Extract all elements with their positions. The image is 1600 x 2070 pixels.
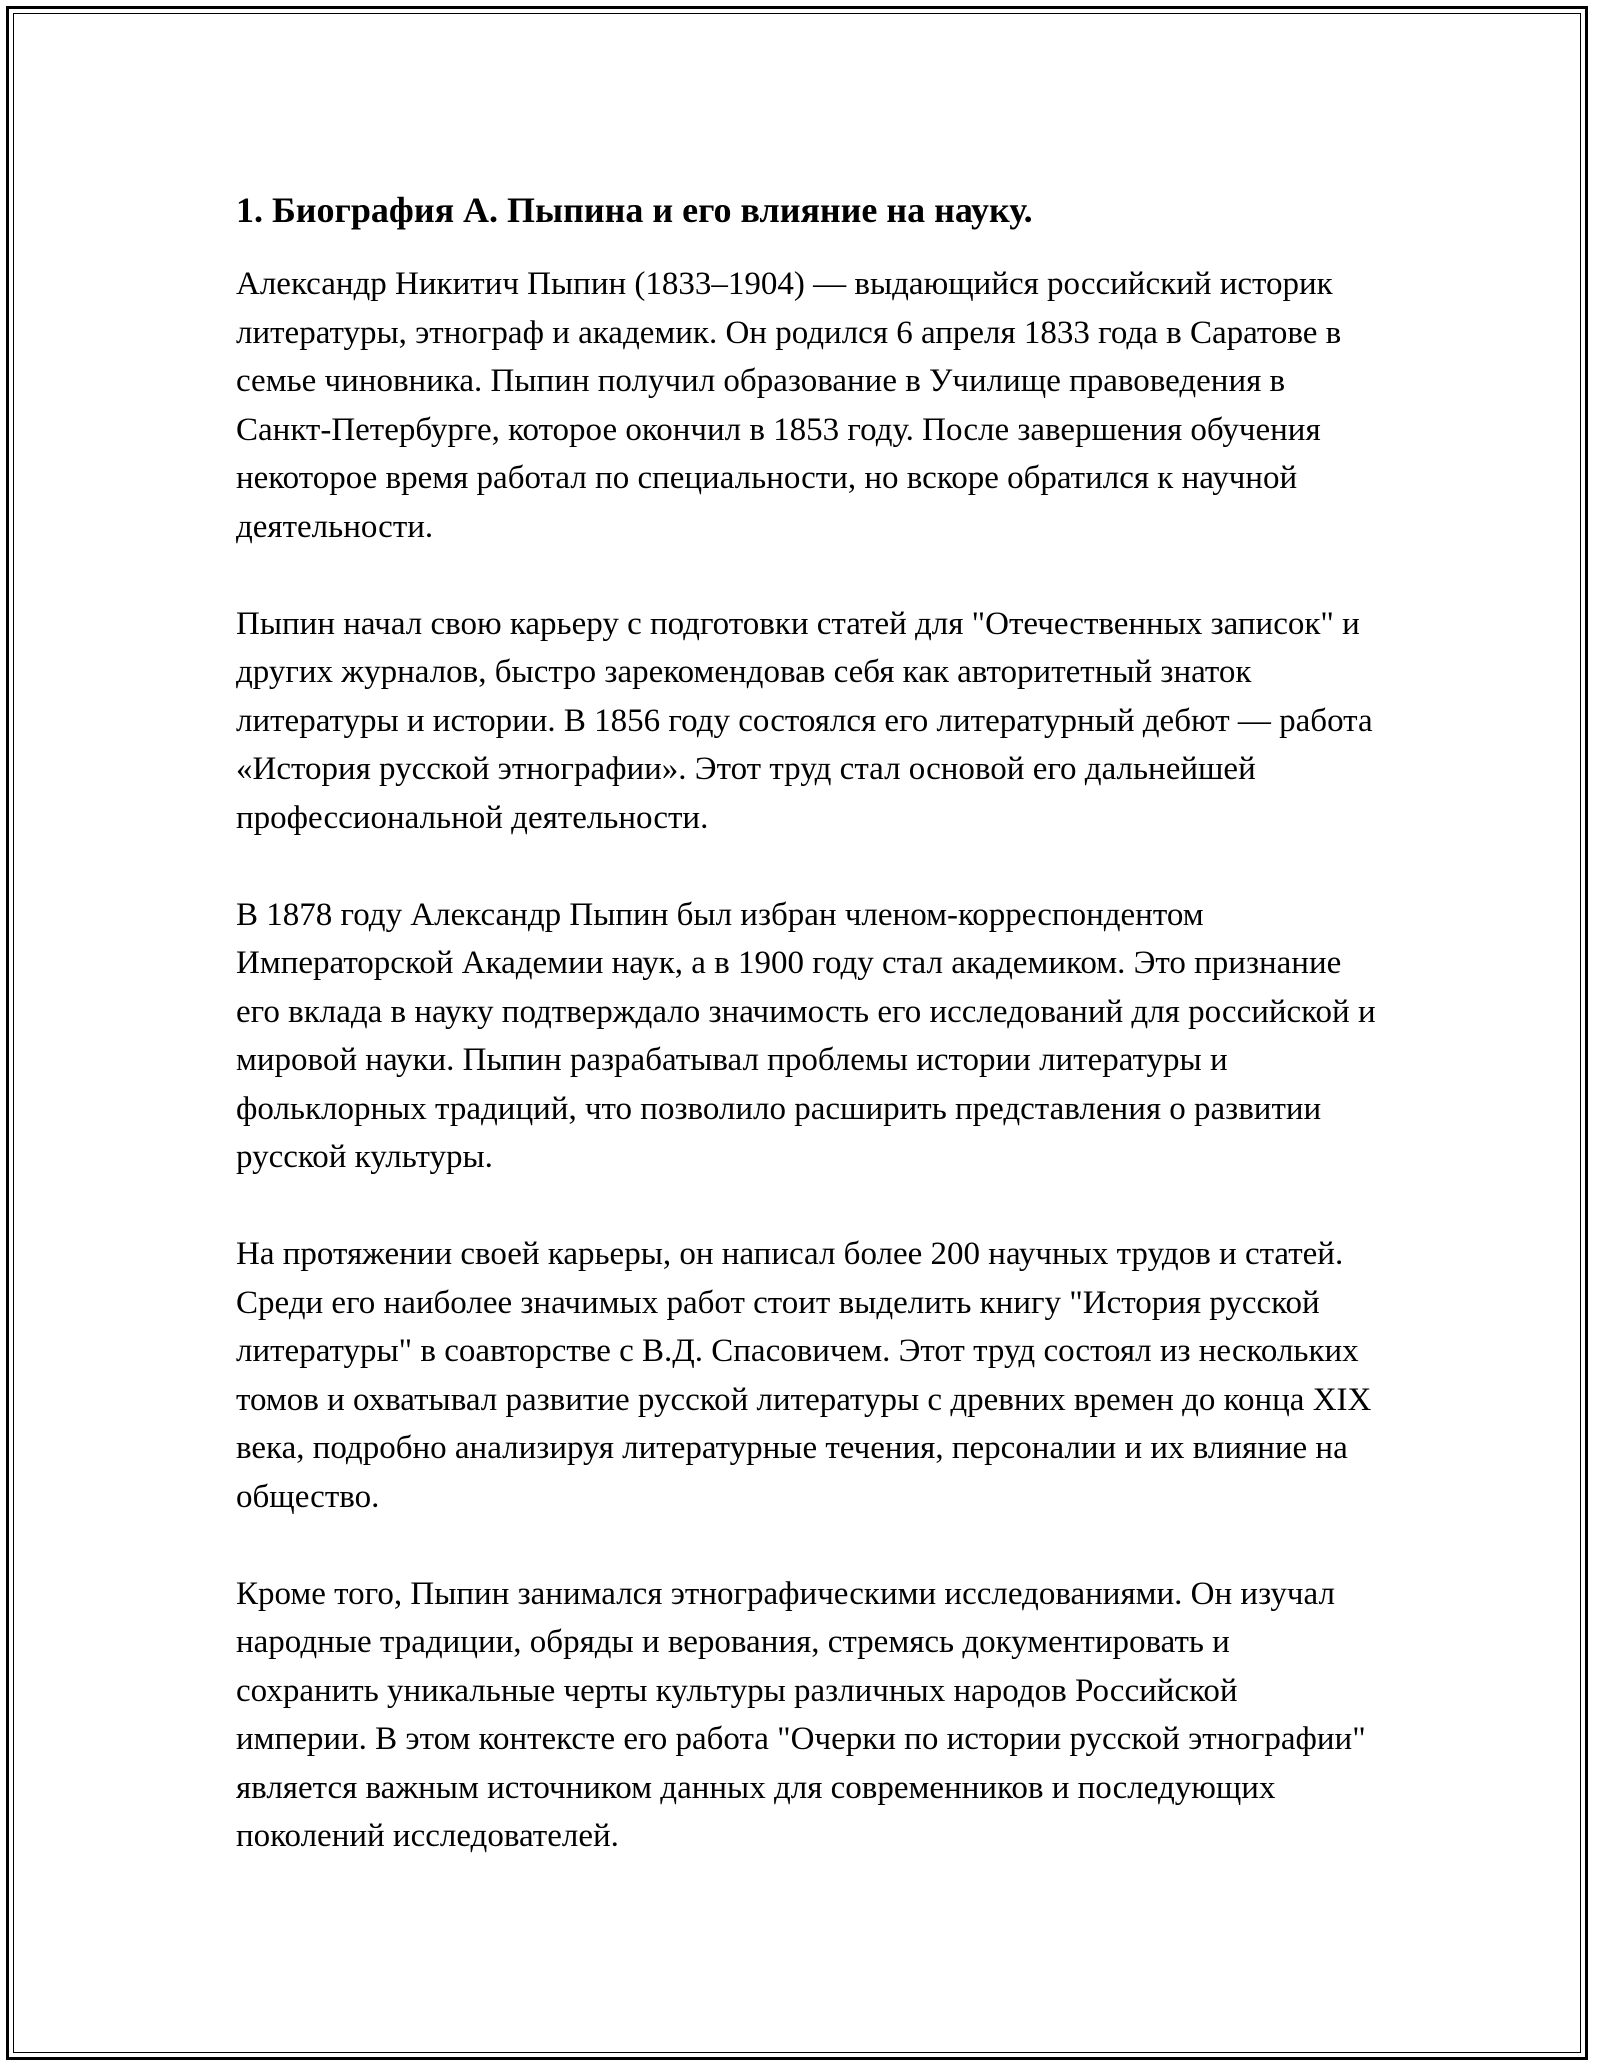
paragraph-5: Кроме того, Пыпин занимался этнографическими исследованиями. Он изучал народные традиции, обряды и верования, стремясь документировать и сохранить уникальные черты культуры различных народов Российской империи. В этом контексте его работа "Очерки по истории русской этнографии" является важным источником данных для современников и последующих поколений исследователей.: [236, 1575, 1366, 1854]
document-body: [236, 186, 1376, 1861]
paragraph-4: На протяжении своей карьеры, он написал более 200 научных трудов и статей. Среди его наиболее значимых работ стоит выделить книгу "История русской литературы" в соавторстве с В.Д. Спасовичем. Этот труд состоял из нескольких томов и охватывал развитие русской литературы с древних времен до конца XIX века, подробно анализируя литературные течения, персоналии и их влияние на общество.: [236, 1236, 1372, 1515]
section-heading: 1. Биография А. Пыпина и его влияние на науку.: [236, 190, 1033, 230]
paragraph-3: В 1878 году Александр Пыпин был избран членом-корреспондентом Императорской Академии наук, а в 1900 году стал академиком. Это признание его вклада в науку подтверждало значимость его исследований для российской и мировой науки. Пыпин разрабатывал проблемы истории литературы и фольклорных традиций, что позволило расширить представления о развитии русской культуры.: [236, 896, 1376, 1175]
paragraph-1: Александр Никитич Пыпин (1833–1904) — выдающийся российский историк литературы, этнограф и академик. Он родился 6 апреля 1833 года в Саратове в семье чиновника. Пыпин получил образование в Училище правоведения в Санкт-Петербурге, которое окончил в 1853 году. После завершения обучения некоторое время работал по специальности, но вскоре обратился к научной деятельности.: [236, 266, 1342, 545]
paragraph-2: Пыпин начал свою карьеру с подготовки статей для "Отечественных записок" и других журналов, быстро зарекомендовав себя как авторитетный знаток литературы и истории. В 1856 году состоялся его литературный дебют — работа «История русской этнографии». Этот труд стал основой его дальнейшей профессиональной деятельности.: [236, 605, 1373, 836]
